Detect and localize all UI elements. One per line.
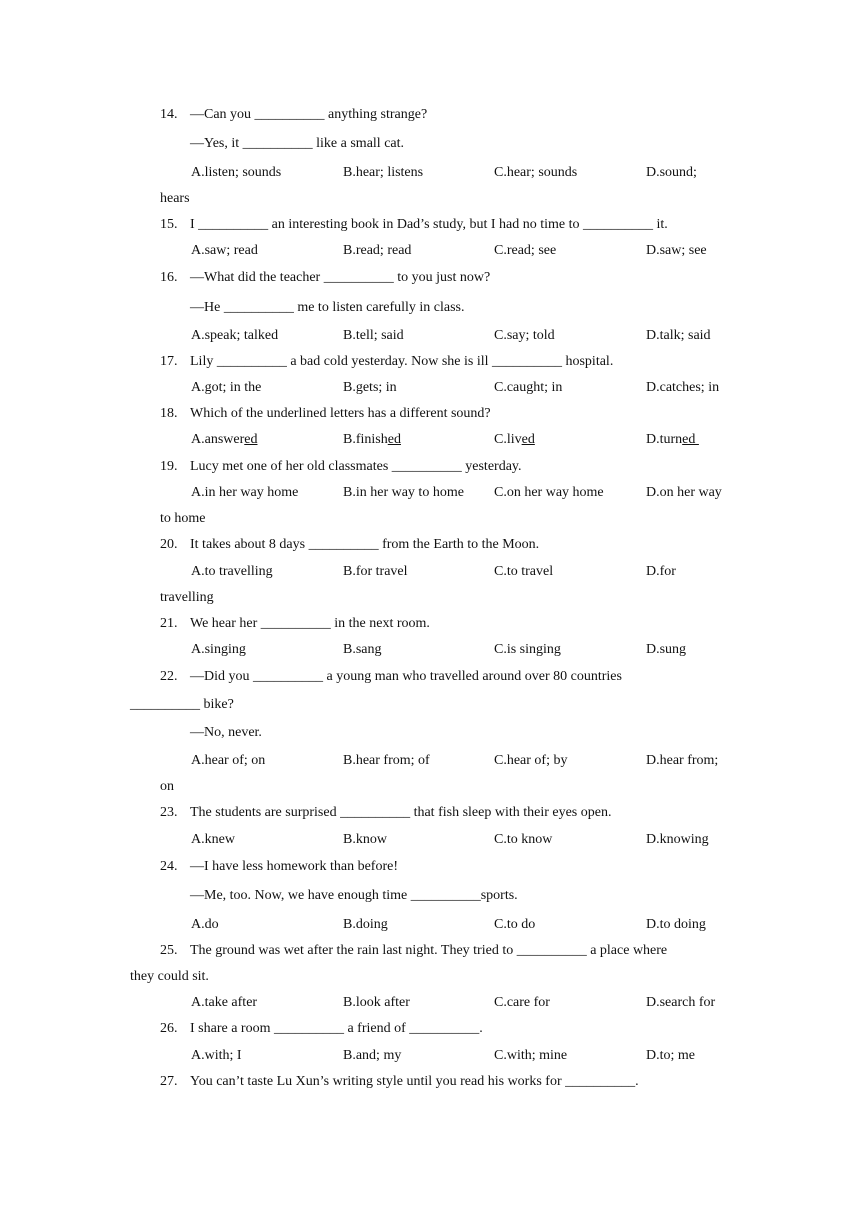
option-text: D.turn: [646, 432, 683, 447]
underlined-letters: ed: [244, 432, 258, 447]
question-number: 15.: [160, 217, 178, 232]
question-text: I share a room __________ a friend of __________.: [190, 1021, 483, 1036]
option-d: D.sung: [646, 642, 687, 657]
question-text: —I have less homework than before!: [190, 859, 398, 874]
option-b: B.doing: [343, 917, 388, 932]
option-c: C.hear; sounds: [494, 165, 578, 180]
option-a: A.got; in the: [191, 380, 262, 395]
option-c: C.to know: [494, 832, 553, 847]
option-d: D.search for: [646, 995, 716, 1010]
option-d: D.saw; see: [646, 243, 707, 258]
option-d: D.talk; said: [646, 328, 711, 343]
option-c: C.say; told: [494, 328, 555, 343]
question-text-wrap: they could sit.: [130, 969, 209, 984]
option-text: A.answer: [191, 432, 245, 447]
option-c: C.with; mine: [494, 1048, 568, 1063]
question-text: —Yes, it __________ like a small cat.: [190, 136, 405, 151]
option-text: C.liv: [494, 432, 522, 447]
option-a: A.do: [191, 917, 219, 932]
option-a: A.saw; read: [191, 243, 258, 258]
option-c: C.hear of; by: [494, 753, 568, 768]
question-number: 20.: [160, 537, 178, 552]
question-text: —Did you __________ a young man who travelled around over 80 countries: [190, 669, 622, 684]
option-c: C.to travel: [494, 564, 554, 579]
underlined-letters: ed: [682, 432, 699, 447]
option-wrap: on: [160, 779, 174, 794]
question-number: 21.: [160, 616, 178, 631]
question-number: 26.: [160, 1021, 178, 1036]
question-text: Lucy met one of her old classmates __________ yesterday.: [190, 459, 522, 474]
option-b: B.hear; listens: [343, 165, 424, 180]
option-wrap: travelling: [160, 590, 214, 605]
underlined-letters: ed: [521, 432, 535, 447]
question-text-wrap: __________ bike?: [130, 697, 234, 712]
underlined-letters: ed: [387, 432, 401, 447]
question-text: Which of the underlined letters has a different sound?: [190, 406, 491, 421]
option-d: [646, 431, 699, 449]
option-c: C.on her way home: [494, 485, 604, 500]
option-b: B.know: [343, 832, 387, 847]
option-c: C.read; see: [494, 243, 557, 258]
question-number: 27.: [160, 1074, 178, 1089]
option-b: B.tell; said: [343, 328, 404, 343]
question-text: You can’t taste Lu Xun’s writing style until you read his works for __________.: [190, 1074, 639, 1089]
question-number: 22.: [160, 669, 178, 684]
option-a: A.take after: [191, 995, 258, 1010]
option-c: C.care for: [494, 995, 550, 1010]
option-d: D.hear from;: [646, 753, 719, 768]
question-text: The students are surprised __________ that fish sleep with their eyes open.: [190, 805, 612, 820]
option-b: B.read; read: [343, 243, 412, 258]
option-a: [191, 431, 257, 449]
option-c: C.to do: [494, 917, 536, 932]
option-c: [494, 431, 535, 449]
option-b: B.sang: [343, 642, 382, 657]
question-text: —No, never.: [190, 725, 262, 740]
question-text: It takes about 8 days __________ from the Earth to the Moon.: [190, 537, 540, 552]
question-text: Lily __________ a bad cold yesterday. Now she is ill __________ hospital.: [190, 354, 614, 369]
option-d: D.for: [646, 564, 676, 579]
question-text: —Me, too. Now, we have enough time __________sports.: [190, 888, 518, 903]
option-a: A.singing: [191, 642, 246, 657]
option-a: A.to travelling: [191, 564, 273, 579]
option-b: B.gets; in: [343, 380, 397, 395]
option-b: B.look after: [343, 995, 410, 1010]
question-number: 14.: [160, 107, 178, 122]
question-number: 18.: [160, 406, 178, 421]
option-d: D.sound;: [646, 165, 697, 180]
option-d: D.knowing: [646, 832, 709, 847]
question-text: I __________ an interesting book in Dad’s study, but I had no time to __________ it.: [190, 217, 668, 232]
option-wrap: hears: [160, 191, 190, 206]
question-text: —Can you __________ anything strange?: [190, 107, 428, 122]
option-a: A.speak; talked: [191, 328, 279, 343]
option-b: B.in her way to home: [343, 485, 464, 500]
option-a: A.hear of; on: [191, 753, 266, 768]
question-number: 24.: [160, 859, 178, 874]
question-text: The ground was wet after the rain last night. They tried to __________ a place where: [190, 943, 668, 958]
option-b: B.hear from; of: [343, 753, 430, 768]
option-d: D.on her way: [646, 485, 722, 500]
option-d: D.to doing: [646, 917, 706, 932]
option-d: D.to; me: [646, 1048, 695, 1063]
question-number: 23.: [160, 805, 178, 820]
option-d: D.catches; in: [646, 380, 720, 395]
option-wrap: to home: [160, 511, 206, 526]
option-text: B.finish: [343, 432, 388, 447]
question-number: 16.: [160, 270, 178, 285]
option-b: B.and; my: [343, 1048, 402, 1063]
option-a: A.with; I: [191, 1048, 242, 1063]
question-number: 25.: [160, 943, 178, 958]
option-b: B.for travel: [343, 564, 408, 579]
option-a: A.listen; sounds: [191, 165, 282, 180]
question-number: 17.: [160, 354, 178, 369]
question-text: —He __________ me to listen carefully in class.: [190, 300, 465, 315]
option-a: A.knew: [191, 832, 235, 847]
question-text: We hear her __________ in the next room.: [190, 616, 430, 631]
option-a: A.in her way home: [191, 485, 299, 500]
question-text: —What did the teacher __________ to you just now?: [190, 270, 491, 285]
option-b: [343, 431, 401, 449]
option-c: C.caught; in: [494, 380, 563, 395]
option-c: C.is singing: [494, 642, 561, 657]
question-number: 19.: [160, 459, 178, 474]
